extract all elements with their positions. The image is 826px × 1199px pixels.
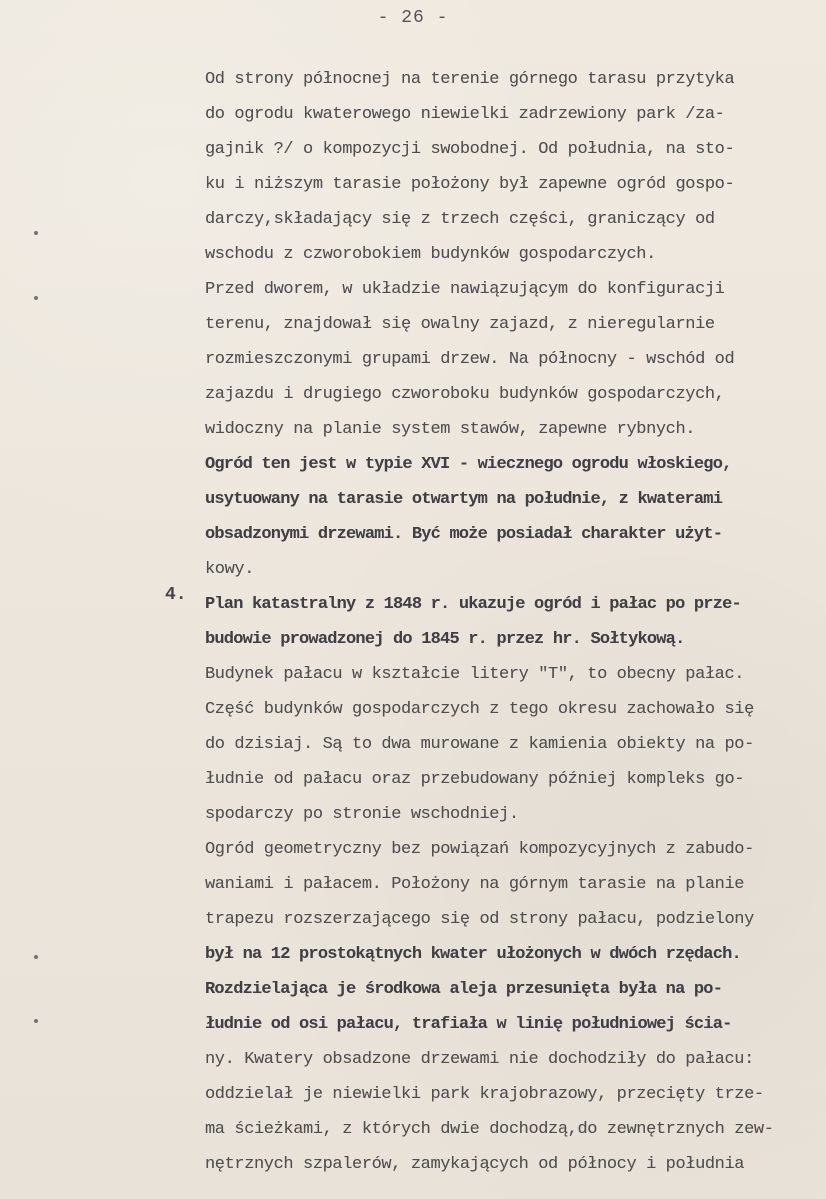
text-line-1: Od strony północnej na terenie górnego tarasu przytyka — [205, 70, 735, 89]
text-line-9: rozmieszczonymi grupami drzew. Na północny - wschód od — [205, 350, 735, 369]
text-line-19: Część budynków gospodarczych z tego okresu zachowało się — [205, 700, 754, 719]
text-line-15: kowy. — [205, 560, 255, 579]
text-line-26: był na 12 prostokątnych kwater ułożonych w dwóch rzędach. — [205, 945, 741, 964]
text-line-30: oddzielał je niewielki park krajobrazowy, przecięty trze- — [205, 1085, 764, 1104]
text-line-16: Plan katastralny z 1848 r. ukazuje ogród i pałac po prze- — [205, 595, 741, 614]
text-line-21: łudnie od pałacu oraz przebudowany później kompleks go- — [205, 770, 745, 789]
section-marker: 4. — [165, 585, 187, 605]
punch-mark — [34, 296, 38, 300]
text-line-14: obsadzonymi drzewami. Być może posiadał charakter użyt- — [205, 525, 723, 544]
text-line-12: Ogród ten jest w typie XVI - wiecznego ogrodu włoskiego, — [205, 455, 732, 474]
text-line-13: usytuowany na tarasie otwartym na południe, z kwaterami — [205, 490, 723, 509]
text-line-29: ny. Kwatery obsadzone drzewami nie dochodziły do pałacu: — [205, 1050, 754, 1069]
text-line-31: ma ścieżkami, z których dwie dochodzą,do zewnętrznych zew- — [205, 1120, 774, 1139]
text-line-27: Rozdzielająca je środkowa aleja przesunięta była na po- — [205, 980, 723, 999]
text-line-10: zajazdu i drugiego czworoboku budynków gospodarczych, — [205, 385, 725, 404]
punch-mark — [34, 231, 38, 235]
text-line-6: wschodu z czworobokiem budynków gospodarczych. — [205, 245, 656, 264]
page-number: - 26 - — [377, 8, 449, 28]
text-line-17: budowie prowadzonej do 1845 r. przez hr. Sołtykową. — [205, 630, 685, 649]
text-line-2: do ogrodu kwaterowego niewielki zadrzewiony park /za- — [205, 105, 725, 124]
text-line-4: ku i niższym tarasie położony był zapewne ogród gospo- — [205, 175, 735, 194]
text-line-20: do dzisiaj. Są to dwa murowane z kamienia obiekty na po- — [205, 735, 754, 754]
text-line-5: darczy,składający się z trzech części, graniczący od — [205, 210, 715, 229]
text-line-11: widoczny na planie system stawów, zapewne rybnych. — [205, 420, 696, 439]
text-line-24: waniami i pałacem. Położony na górnym tarasie na planie — [205, 875, 745, 894]
document-body — [205, 62, 810, 1182]
punch-mark — [34, 1019, 38, 1023]
text-line-32: nętrznych szpalerów, zamykających od północy i południa — [205, 1155, 745, 1174]
text-line-8: terenu, znajdował się owalny zajazd, z nieregularnie — [205, 315, 715, 334]
text-line-3: gajnik ?/ o kompozycji swobodnej. Od południa, na sto- — [205, 140, 735, 159]
punch-mark — [34, 955, 38, 959]
text-line-25: trapezu rozszerzającego się od strony pałacu, podzielony — [205, 910, 754, 929]
text-line-22: spodarczy po stronie wschodniej. — [205, 805, 519, 824]
text-line-7: Przed dworem, w układzie nawiązującym do konfiguracji — [205, 280, 725, 299]
text-line-18: Budynek pałacu w kształcie litery "T", to obecny pałac. — [205, 665, 745, 684]
text-line-23: Ogród geometryczny bez powiązań kompozycyjnych z zabudo- — [205, 840, 754, 859]
text-line-28: łudnie od osi pałacu, trafiała w linię południowej ścia- — [205, 1015, 732, 1034]
